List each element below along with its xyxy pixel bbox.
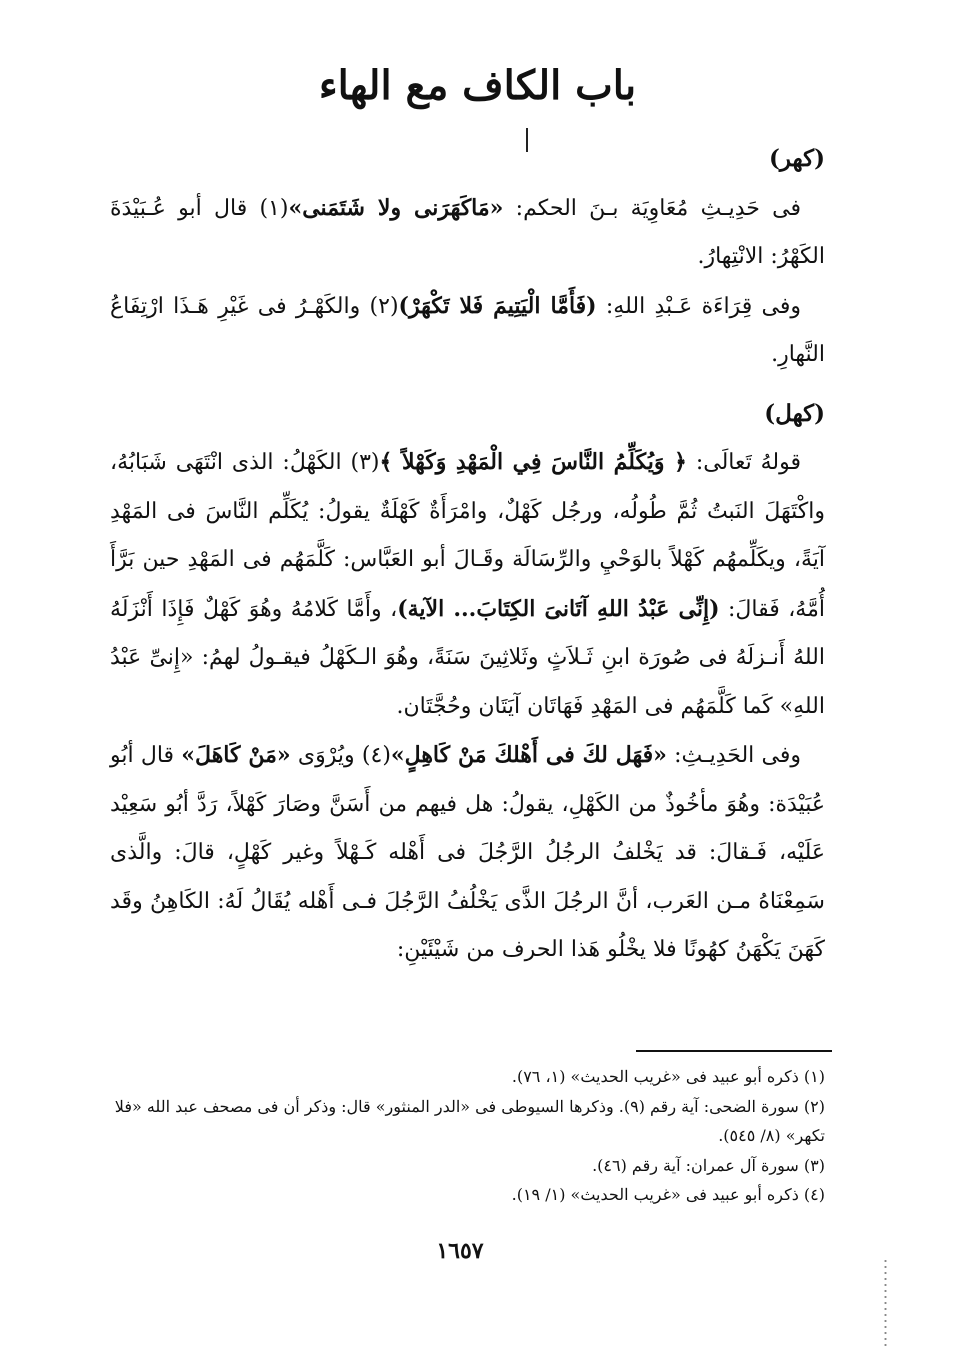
footnote-1: (١) ذكره أبو عبيد فى «غريب الحديث» (١، ٧٦). (511, 1067, 825, 1086)
section-kahl (110, 390, 825, 975)
text-run: (٢) والكَهْـرُ فى غَيْرِ هَـذَا ارْتِفَاعُ النَّهارِ. (110, 293, 825, 367)
text-run: وفى الحَدِيـثِ: (666, 743, 801, 768)
page-number: ١٦٥٧ (436, 1238, 484, 1264)
quran-quote: (فَأَمَّا الْيَتِيمَ فَلا تَكْهَرْ) (398, 292, 597, 319)
quran-quote: (إِنِّى عَبْدُ اللهِ آتَانىَ الكِتَابَ... الآية) (397, 595, 720, 622)
text-run: قولهُ تَعالَى: (686, 450, 801, 475)
text-run: (٣) الكَهْلُ: الذى انْتَهَى شَبَابُهُ، واكْتَهَلَ النَبتُ ثُمَّ طُولُه، ورجُل كَهْلٌ، وامْرَأَةٌ كَهْلَةٌ يقولُ: يُكَلِّم النَّاسَ فى المَهْدِ آيَةً، ويكَلِّمهُم كَهْلاً بالوَحْيِ والرِّسَالَة وقَـالَ أبو العَبَّاس: كَلَّمَهُم فى المَهْدِ حين بَرَّأَ أُمَّهُ، فَقالَ: (110, 450, 825, 622)
section-kahr (110, 135, 825, 380)
text-run: فى حَدِيـثِ مُعَاوِيَة بـنَ الحكم: (503, 195, 801, 221)
text-run: (١) قال أبو عُـبَيْدَةَ الكَهْرُ: الانْتِهارُ. (110, 195, 825, 269)
paragraph (110, 184, 825, 282)
spacer (110, 380, 825, 390)
text-run: (٤) ويُرْوَى (290, 743, 391, 768)
paragraph (110, 731, 825, 975)
footnotes (110, 1062, 825, 1210)
text-run: ، وأَمَّا كَلامُهُ وهُوَ كَهْلٌ فَإِذَا أَنْزَلَهُ اللهُ أَنـزلَهُ فى صُورَة ابنِ ثَـلاَثٍ وثَلاثِينَ سَنَةً، وهُوَ الـكَهْلُ فيقـولُ لهمُ: «إِنىِّ عَبْدُ اللهِ» كَما كَلَّمَهُم فى المَهْدِ فَهَاتَان آيَتَان وحُجَّتَان. (110, 596, 825, 719)
text-run: وفى قِرَاءَة عَـبْدِ اللهِ: (596, 293, 802, 319)
section-heading: (كهل) (764, 399, 825, 427)
chapter-title: باب الكاف مع الهاء (318, 62, 637, 109)
footnote-2: (٢) سورة الضحى: آية رقم (٩). وذكرها السيوطى فى «الدر المنثور» قال: وذكر أن فى مصحف عبد الله «فلا تكهر» (٨/ ٥٤٥). (114, 1096, 825, 1145)
hadith-quote: «فَهَل لكَ فى أَهْلكَ مَنْ كَاهِلٍ» (390, 742, 667, 768)
main-text (110, 135, 825, 975)
paragraph (110, 282, 825, 380)
scan-edge-dots (884, 1258, 887, 1348)
footnote-4: (٤) ذكره أبو عبيد فى «غريب الحديث» (١/ ١٩). (511, 1185, 825, 1204)
text-run: قال أبُو عُبَيْدَة: وهُوَ مأخُوذٌ من الكَهْلِ، يقولُ: هل فيهم من أَسَنَّ وصَارَ كَهْلاً، رَدَّ أبُو سَعِيْد عَلَيْه، فَـقالَ: قد يَخْلفُ الرجُلُ الرَّجُلَ فى أَهْله كَـهْلاً وغير كَهْلٍ، قالَ: والَّذى سَمِعْنَاهُ مـن العَرب، أنَّ الرجُلَ الذَّى يَخْلُفُ الرَّجُلَ فـى أَهْله يُقَالُ لَهُ: الكَاهِنُ وقَد كَهَنَ يَكْهَنُ كهُونًا فلا يخْلُو هَذا الحرف من شَيْئَيْنِ: (110, 743, 825, 962)
paragraph (110, 438, 825, 731)
footnote-divider (636, 1050, 832, 1052)
section-heading: (كهر) (768, 145, 825, 172)
hadith-quote: «مَاكَهَرَنى ولا شَتَمَنى» (288, 194, 504, 221)
hadith-variant: «مَنْ كَاهَلَ» (181, 742, 291, 768)
quran-quote: ﴿ وَيُكَلِّمُ النَّاسَ فِي الْمَهْدِ وَكَهْلاً ﴾ (379, 449, 687, 475)
footnote-3: (٣) سورة آل عمران: آية رقم (٤٦). (592, 1155, 825, 1175)
